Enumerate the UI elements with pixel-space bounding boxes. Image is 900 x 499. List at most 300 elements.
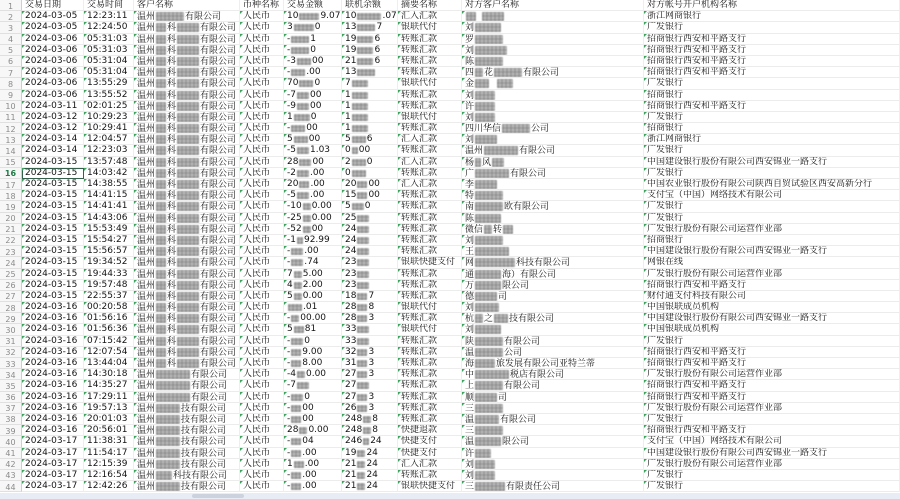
cell-currency[interactable]: 人民币 (240, 45, 284, 56)
row-number[interactable]: 29 (0, 313, 22, 324)
cell-time[interactable]: 19:57:13 (84, 403, 134, 414)
cell-balance[interactable] (342, 56, 398, 67)
cell-time[interactable]: 13:44:04 (84, 358, 134, 369)
cell-time[interactable]: 15:54:27 (84, 235, 134, 246)
cell-amount[interactable] (284, 470, 342, 481)
column-header-amount[interactable]: 交易金额 (284, 0, 342, 11)
cell-counterparty[interactable] (462, 336, 644, 347)
cell-amount[interactable] (284, 67, 342, 78)
cell-customer[interactable] (134, 481, 240, 492)
row-number[interactable]: 38 (0, 414, 22, 425)
cell-bank[interactable]: 中国建设银行股份有限公司西安锦业一路支行 (644, 246, 900, 257)
cell-summary[interactable]: 银联快捷支付 (398, 481, 462, 492)
cell-summary[interactable]: 快捷支付 (398, 448, 462, 459)
cell-currency[interactable]: 人民币 (240, 168, 284, 179)
cell-date[interactable]: 2024-03-15 (22, 201, 84, 212)
cell-bank[interactable]: 广发银行 (644, 213, 900, 224)
cell-time[interactable]: 01:56:16 (84, 313, 134, 324)
cell-currency[interactable]: 人民币 (240, 90, 284, 101)
cell-date[interactable]: 2024-03-15 (22, 235, 84, 246)
cell-balance[interactable] (342, 257, 398, 268)
cell-amount[interactable] (284, 436, 342, 447)
cell-amount[interactable] (284, 481, 342, 492)
cell-balance[interactable] (342, 358, 398, 369)
cell-customer[interactable] (134, 425, 240, 436)
cell-counterparty[interactable] (462, 56, 644, 67)
cell-balance[interactable] (342, 22, 398, 33)
cell-counterparty[interactable] (462, 403, 644, 414)
cell-amount[interactable] (284, 179, 342, 190)
cell-summary[interactable]: 转账汇款 (398, 246, 462, 257)
cell-amount[interactable] (284, 56, 342, 67)
cell-summary[interactable]: 银联代付 (398, 22, 462, 33)
cell-date[interactable]: 2024-03-05 (22, 11, 84, 22)
cell-bank[interactable]: 广发银行 (644, 470, 900, 481)
cell-currency[interactable]: 人民币 (240, 224, 284, 235)
cell-date[interactable]: 2024-03-14 (22, 134, 84, 145)
row-number[interactable]: 28 (0, 302, 22, 313)
row-number[interactable]: 8 (0, 78, 22, 89)
cell-customer[interactable] (134, 414, 240, 425)
cell-balance[interactable] (342, 101, 398, 112)
cell-date[interactable]: 2024-03-16 (22, 403, 84, 414)
cell-time[interactable]: 14:41:15 (84, 190, 134, 201)
cell-date[interactable]: 2024-03-06 (22, 56, 84, 67)
cell-customer[interactable] (134, 190, 240, 201)
cell-date[interactable]: 2024-03-16 (22, 392, 84, 403)
cell-balance[interactable] (342, 481, 398, 492)
cell-customer[interactable] (134, 302, 240, 313)
cell-counterparty[interactable] (462, 414, 644, 425)
cell-amount[interactable] (284, 145, 342, 156)
cell-bank[interactable]: 中国建设银行股份有限公司西安锦业一路支行 (644, 313, 900, 324)
cell-time[interactable]: 11:54:17 (84, 448, 134, 459)
cell-customer[interactable] (134, 22, 240, 33)
cell-date[interactable]: 2024-03-11 (22, 101, 84, 112)
cell-date[interactable]: 2024-03-16 (22, 358, 84, 369)
cell-currency[interactable]: 人民币 (240, 34, 284, 45)
cell-currency[interactable]: 人民币 (240, 213, 284, 224)
cell-customer[interactable] (134, 291, 240, 302)
cell-currency[interactable]: 人民币 (240, 78, 284, 89)
cell-date[interactable]: 2024-03-06 (22, 90, 84, 101)
cell-date[interactable]: 2024-03-15 (22, 213, 84, 224)
cell-currency[interactable]: 人民币 (240, 291, 284, 302)
cell-balance[interactable] (342, 67, 398, 78)
cell-summary[interactable]: 转账汇款 (398, 347, 462, 358)
cell-counterparty[interactable] (462, 134, 644, 145)
cell-amount[interactable] (284, 313, 342, 324)
column-header-bank[interactable]: 对方帐号开户机构名称 (644, 0, 900, 11)
cell-customer[interactable] (134, 101, 240, 112)
cell-time[interactable]: 13:55:52 (84, 90, 134, 101)
cell-summary[interactable]: 汇入汇款 (398, 157, 462, 168)
cell-summary[interactable]: 转账汇款 (398, 213, 462, 224)
cell-time[interactable]: 15:53:49 (84, 224, 134, 235)
cell-balance[interactable] (342, 168, 398, 179)
cell-counterparty[interactable] (462, 448, 644, 459)
cell-balance[interactable] (342, 448, 398, 459)
cell-summary[interactable]: 转账汇款 (398, 168, 462, 179)
cell-amount[interactable] (284, 11, 342, 22)
cell-date[interactable]: 2024-03-17 (22, 481, 84, 492)
cell-amount[interactable] (284, 324, 342, 335)
cell-summary[interactable]: 转账汇款 (398, 269, 462, 280)
row-number[interactable]: 3 (0, 22, 22, 33)
cell-currency[interactable]: 人民币 (240, 392, 284, 403)
row-number[interactable]: 23 (0, 246, 22, 257)
cell-summary[interactable]: 转账汇款 (398, 414, 462, 425)
cell-bank[interactable]: 广发银行 (644, 168, 900, 179)
row-number[interactable]: 22 (0, 235, 22, 246)
cell-time[interactable]: 19:57:48 (84, 280, 134, 291)
cell-balance[interactable] (342, 112, 398, 123)
cell-currency[interactable]: 人民币 (240, 22, 284, 33)
cell-time[interactable]: 19:44:33 (84, 269, 134, 280)
cell-counterparty[interactable] (462, 302, 644, 313)
row-number[interactable]: 43 (0, 470, 22, 481)
row-number[interactable]: 39 (0, 425, 22, 436)
cell-currency[interactable]: 人民币 (240, 145, 284, 156)
cell-currency[interactable]: 人民币 (240, 112, 284, 123)
cell-bank[interactable]: 招商银行 (644, 90, 900, 101)
cell-summary[interactable]: 转账汇款 (398, 224, 462, 235)
row-number[interactable]: 13 (0, 134, 22, 145)
cell-currency[interactable]: 人民币 (240, 336, 284, 347)
cell-time[interactable]: 15:56:57 (84, 246, 134, 257)
cell-amount[interactable] (284, 78, 342, 89)
cell-time[interactable]: 12:15:39 (84, 459, 134, 470)
cell-currency[interactable]: 人民币 (240, 380, 284, 391)
cell-time[interactable]: 12:23:03 (84, 145, 134, 156)
cell-date[interactable]: 2024-03-15 (22, 269, 84, 280)
cell-counterparty[interactable] (462, 257, 644, 268)
cell-time[interactable]: 11:38:31 (84, 436, 134, 447)
cell-balance[interactable] (342, 11, 398, 22)
row-number[interactable]: 31 (0, 336, 22, 347)
cell-date[interactable]: 2024-03-16 (22, 347, 84, 358)
cell-bank[interactable]: 广发银行 (644, 112, 900, 123)
cell-bank[interactable]: 招商银行西安和平路支行 (644, 392, 900, 403)
cell-summary[interactable]: 银联代付 (398, 324, 462, 335)
cell-bank[interactable]: 中国农业银行股份有限公司陕西自贸试验区西安高新分行 (644, 179, 900, 190)
cell-time[interactable]: 13:57:48 (84, 157, 134, 168)
cell-bank[interactable]: 财付通支付科技有限公司 (644, 291, 900, 302)
cell-customer[interactable] (134, 448, 240, 459)
cell-amount[interactable] (284, 168, 342, 179)
column-header-customer[interactable]: 客户名称 (134, 0, 240, 11)
row-number[interactable]: 37 (0, 403, 22, 414)
cell-amount[interactable] (284, 358, 342, 369)
row-number[interactable]: 24 (0, 257, 22, 268)
cell-amount[interactable] (284, 459, 342, 470)
cell-customer[interactable] (134, 224, 240, 235)
cell-counterparty[interactable] (462, 246, 644, 257)
cell-date[interactable]: 2024-03-16 (22, 313, 84, 324)
cell-currency[interactable]: 人民币 (240, 235, 284, 246)
cell-balance[interactable] (342, 34, 398, 45)
cell-customer[interactable] (134, 280, 240, 291)
cell-amount[interactable] (284, 123, 342, 134)
row-number[interactable]: 18 (0, 190, 22, 201)
row-number[interactable]: 2 (0, 11, 22, 22)
cell-amount[interactable] (284, 448, 342, 459)
column-header-balance[interactable]: 联机余额 (342, 0, 398, 11)
cell-customer[interactable] (134, 201, 240, 212)
cell-summary[interactable]: 汇入汇款 (398, 179, 462, 190)
cell-summary[interactable]: 转账汇款 (398, 67, 462, 78)
cell-bank[interactable]: 中国建设银行股份有限公司西安锦业一路支行 (644, 157, 900, 168)
cell-amount[interactable] (284, 224, 342, 235)
cell-summary[interactable]: 转账汇款 (398, 392, 462, 403)
cell-summary[interactable]: 转账汇款 (398, 34, 462, 45)
row-number[interactable]: 40 (0, 436, 22, 447)
cell-currency[interactable]: 人民币 (240, 157, 284, 168)
cell-amount[interactable] (284, 45, 342, 56)
cell-bank[interactable]: 招商银行西安和平路支行 (644, 380, 900, 391)
cell-customer[interactable] (134, 145, 240, 156)
cell-currency[interactable]: 人民币 (240, 470, 284, 481)
cell-counterparty[interactable] (462, 358, 644, 369)
cell-amount[interactable] (284, 302, 342, 313)
cell-amount[interactable] (284, 22, 342, 33)
cell-customer[interactable] (134, 436, 240, 447)
cell-counterparty[interactable] (462, 291, 644, 302)
row-number[interactable]: 16 (0, 168, 22, 179)
cell-bank[interactable]: 中国银联成员机构 (644, 324, 900, 335)
cell-time[interactable]: 05:31:03 (84, 34, 134, 45)
row-number[interactable]: 41 (0, 448, 22, 459)
cell-date[interactable]: 2024-03-17 (22, 448, 84, 459)
cell-summary[interactable]: 转账汇款 (398, 358, 462, 369)
cell-time[interactable]: 12:23:11 (84, 11, 134, 22)
row-number[interactable]: 12 (0, 123, 22, 134)
cell-counterparty[interactable] (462, 481, 644, 492)
cell-summary[interactable]: 转账汇款 (398, 123, 462, 134)
cell-currency[interactable]: 人民币 (240, 369, 284, 380)
cell-summary[interactable]: 转账汇款 (398, 313, 462, 324)
row-number[interactable]: 7 (0, 67, 22, 78)
cell-bank[interactable]: 招商银行西安和平路支行 (644, 425, 900, 436)
cell-balance[interactable] (342, 347, 398, 358)
cell-balance[interactable] (342, 369, 398, 380)
cell-date[interactable]: 2024-03-16 (22, 336, 84, 347)
cell-customer[interactable] (134, 78, 240, 89)
cell-date[interactable]: 2024-03-06 (22, 45, 84, 56)
cell-currency[interactable]: 人民币 (240, 347, 284, 358)
cell-amount[interactable] (284, 201, 342, 212)
cell-summary[interactable]: 转账汇款 (398, 380, 462, 391)
cell-counterparty[interactable] (462, 34, 644, 45)
cell-bank[interactable]: 中国建设银行股份有限公司西安锦业一路支行 (644, 448, 900, 459)
cell-date[interactable]: 2024-03-15 (22, 190, 84, 201)
cell-balance[interactable] (342, 470, 398, 481)
cell-summary[interactable]: 银联代付 (398, 78, 462, 89)
cell-bank[interactable]: 招商银行西安和平路支行 (644, 358, 900, 369)
cell-amount[interactable] (284, 157, 342, 168)
cell-customer[interactable] (134, 56, 240, 67)
row-number[interactable]: 1 (0, 0, 22, 11)
row-number[interactable]: 11 (0, 112, 22, 123)
cell-counterparty[interactable] (462, 78, 644, 89)
cell-currency[interactable]: 人民币 (240, 246, 284, 257)
cell-amount[interactable] (284, 235, 342, 246)
cell-time[interactable]: 20:56:01 (84, 425, 134, 436)
cell-counterparty[interactable] (462, 101, 644, 112)
row-number[interactable]: 35 (0, 380, 22, 391)
cell-bank[interactable]: 招商银行 (644, 123, 900, 134)
cell-bank[interactable]: 招商银行西安和平路支行 (644, 45, 900, 56)
cell-bank[interactable]: 网银在线 (644, 257, 900, 268)
cell-date[interactable]: 2024-03-16 (22, 302, 84, 313)
cell-date[interactable]: 2024-03-12 (22, 123, 84, 134)
cell-summary[interactable]: 转账汇款 (398, 280, 462, 291)
row-number[interactable]: 14 (0, 145, 22, 156)
row-number[interactable]: 42 (0, 459, 22, 470)
cell-summary[interactable]: 银联代付 (398, 302, 462, 313)
cell-amount[interactable] (284, 90, 342, 101)
cell-bank[interactable]: 广发银行股份有限公司运营作业部 (644, 459, 900, 470)
cell-time[interactable]: 17:29:11 (84, 392, 134, 403)
cell-amount[interactable] (284, 380, 342, 391)
cell-time[interactable]: 10:29:23 (84, 112, 134, 123)
cell-customer[interactable] (134, 392, 240, 403)
cell-balance[interactable] (342, 78, 398, 89)
cell-summary[interactable]: 转账汇款 (398, 190, 462, 201)
cell-amount[interactable] (284, 269, 342, 280)
cell-balance[interactable] (342, 313, 398, 324)
cell-summary[interactable]: 转账汇款 (398, 470, 462, 481)
cell-customer[interactable] (134, 134, 240, 145)
cell-time[interactable]: 14:30:18 (84, 369, 134, 380)
cell-counterparty[interactable] (462, 201, 644, 212)
cell-amount[interactable] (284, 347, 342, 358)
cell-counterparty[interactable] (462, 269, 644, 280)
cell-time[interactable]: 07:15:42 (84, 336, 134, 347)
cell-summary[interactable]: 转账汇款 (398, 235, 462, 246)
cell-customer[interactable] (134, 269, 240, 280)
cell-balance[interactable] (342, 213, 398, 224)
cell-balance[interactable] (342, 280, 398, 291)
column-header-time[interactable]: 交易时间 (84, 0, 134, 11)
cell-balance[interactable] (342, 403, 398, 414)
cell-amount[interactable] (284, 134, 342, 145)
cell-summary[interactable]: 转账汇款 (398, 291, 462, 302)
cell-time[interactable]: 05:31:04 (84, 56, 134, 67)
cell-balance[interactable] (342, 90, 398, 101)
row-number[interactable]: 5 (0, 45, 22, 56)
cell-bank[interactable]: 招商银行西安和平路支行 (644, 347, 900, 358)
cell-balance[interactable] (342, 123, 398, 134)
cell-currency[interactable]: 人民币 (240, 459, 284, 470)
cell-balance[interactable] (342, 324, 398, 335)
cell-balance[interactable] (342, 336, 398, 347)
row-number[interactable]: 17 (0, 179, 22, 190)
row-number[interactable]: 20 (0, 213, 22, 224)
cell-counterparty[interactable] (462, 213, 644, 224)
row-number[interactable]: 25 (0, 269, 22, 280)
cell-summary[interactable]: 转账汇款 (398, 90, 462, 101)
cell-balance[interactable] (342, 145, 398, 156)
cell-customer[interactable] (134, 168, 240, 179)
cell-date[interactable]: 2024-03-12 (22, 112, 84, 123)
cell-counterparty[interactable] (462, 11, 644, 22)
cell-balance[interactable] (342, 224, 398, 235)
cell-time[interactable]: 14:38:55 (84, 179, 134, 190)
cell-bank[interactable]: 广发银行 (644, 145, 900, 156)
cell-customer[interactable] (134, 403, 240, 414)
cell-date[interactable]: 2024-03-15 (22, 179, 84, 190)
cell-time[interactable]: 19:34:52 (84, 257, 134, 268)
cell-summary[interactable]: 银联快捷支付 (398, 257, 462, 268)
cell-date[interactable]: 2024-03-16 (22, 369, 84, 380)
column-header-currency[interactable]: 币种名称 (240, 0, 284, 11)
cell-date[interactable]: 2024-03-15 (22, 280, 84, 291)
cell-date[interactable]: 2024-03-06 (22, 67, 84, 78)
cell-time[interactable]: 12:04:57 (84, 134, 134, 145)
cell-balance[interactable] (342, 436, 398, 447)
cell-counterparty[interactable] (462, 123, 644, 134)
cell-currency[interactable]: 人民币 (240, 313, 284, 324)
column-header-date[interactable]: 交易日期 (22, 0, 84, 11)
cell-bank[interactable]: 招商银行西安和平路支行 (644, 67, 900, 78)
cell-counterparty[interactable] (462, 436, 644, 447)
cell-summary[interactable]: 转账汇款 (398, 56, 462, 67)
row-number[interactable]: 34 (0, 369, 22, 380)
cell-bank[interactable]: 招商银行西安和平路支行 (644, 34, 900, 45)
cell-customer[interactable] (134, 459, 240, 470)
cell-amount[interactable] (284, 392, 342, 403)
cell-counterparty[interactable] (462, 190, 644, 201)
cell-currency[interactable]: 人民币 (240, 425, 284, 436)
cell-time[interactable]: 01:56:36 (84, 324, 134, 335)
cell-amount[interactable] (284, 112, 342, 123)
cell-bank[interactable]: 浙江网商银行 (644, 11, 900, 22)
cell-amount[interactable] (284, 257, 342, 268)
cell-bank[interactable]: 广发银行股份有限公司运营作业部 (644, 369, 900, 380)
cell-customer[interactable] (134, 358, 240, 369)
column-header-counterparty[interactable]: 对方客户名称 (462, 0, 644, 11)
cell-customer[interactable] (134, 112, 240, 123)
cell-date[interactable]: 2024-03-17 (22, 470, 84, 481)
cell-amount[interactable] (284, 414, 342, 425)
row-number[interactable]: 19 (0, 201, 22, 212)
cell-customer[interactable] (134, 257, 240, 268)
cell-counterparty[interactable] (462, 157, 644, 168)
cell-currency[interactable]: 人民币 (240, 302, 284, 313)
scrollbar-thumb[interactable] (192, 494, 244, 498)
cell-customer[interactable] (134, 324, 240, 335)
cell-customer[interactable] (134, 347, 240, 358)
cell-balance[interactable] (342, 392, 398, 403)
cell-counterparty[interactable] (462, 145, 644, 156)
row-number[interactable]: 6 (0, 56, 22, 67)
cell-time[interactable]: 10:29:41 (84, 123, 134, 134)
cell-bank[interactable]: 广发银行 (644, 336, 900, 347)
cell-date[interactable]: 2024-03-16 (22, 380, 84, 391)
cell-counterparty[interactable] (462, 470, 644, 481)
cell-counterparty[interactable] (462, 67, 644, 78)
cell-date[interactable]: 2024-03-15 (22, 257, 84, 268)
cell-currency[interactable]: 人民币 (240, 201, 284, 212)
cell-summary[interactable]: 转账汇款 (398, 336, 462, 347)
cell-bank[interactable]: 广发银行 (644, 22, 900, 33)
row-number[interactable]: 10 (0, 101, 22, 112)
cell-amount[interactable] (284, 369, 342, 380)
cell-balance[interactable] (342, 201, 398, 212)
cell-customer[interactable] (134, 90, 240, 101)
cell-time[interactable]: 00:20:58 (84, 302, 134, 313)
